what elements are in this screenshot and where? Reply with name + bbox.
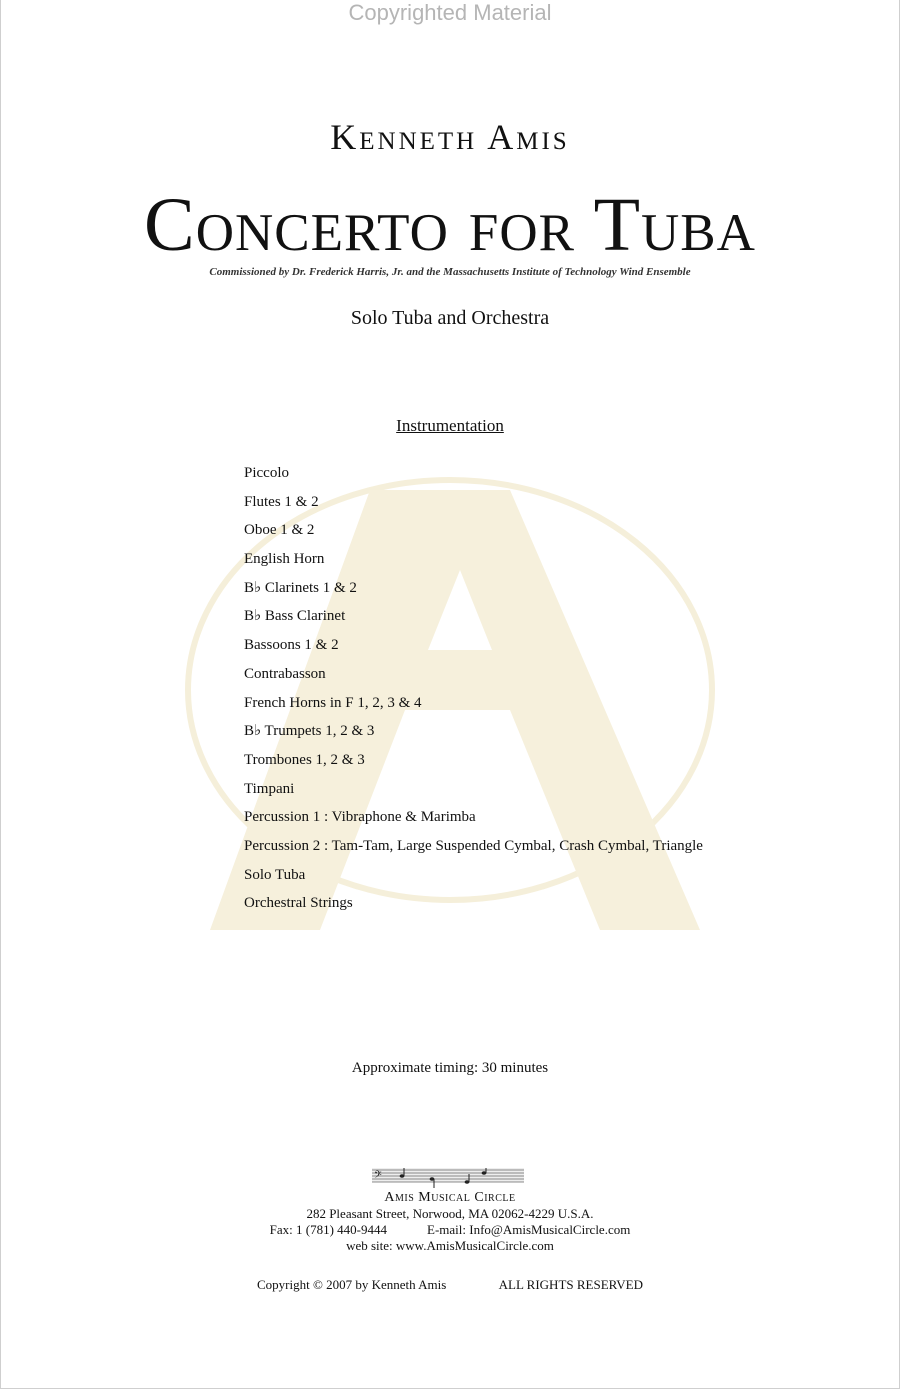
instrument-item: English Horn: [244, 551, 325, 568]
instrument-list: [244, 461, 703, 920]
commission-note: Commissioned by Dr. Frederick Harris, Jr. and the Massachusetts Institute of Technology Wind Ensemble: [209, 266, 691, 278]
music-staff-logo-icon: [372, 1168, 524, 1190]
instrument-item: Solo Tuba: [244, 866, 306, 883]
copyright-watermark: Copyrighted Material: [348, 0, 552, 25]
rights-reserved: ALL RIGHTS RESERVED: [498, 1277, 643, 1292]
instrument-item: B♭ Bass Clarinet: [244, 608, 346, 625]
instrument-item: Piccolo: [244, 465, 289, 481]
instrument-item: Percussion 1 : Vibraphone & Marimba: [244, 809, 476, 826]
instrument-item: Timpani: [244, 780, 295, 797]
instrument-item: Bassoons 1 & 2: [244, 637, 339, 654]
composer-name: Kenneth Amis: [330, 117, 570, 157]
publisher-address: 282 Pleasant Street, Norwood, MA 02062-4229 U.S.A.: [306, 1206, 594, 1221]
instrument-item: Oboe 1 & 2: [244, 522, 315, 539]
approximate-timing: Approximate timing: 30 minutes: [351, 1060, 549, 1076]
instrument-item: Flutes 1 & 2: [244, 493, 319, 510]
instrument-item: B♭ Clarinets 1 & 2: [244, 579, 357, 596]
instrument-item: Contrabasson: [244, 665, 326, 682]
instrument-item: French Horns in F 1, 2, 3 & 4: [244, 694, 422, 711]
publisher-fax: Fax: 1 (781) 440-9444: [269, 1222, 388, 1237]
svg-text:𝄢: 𝄢: [374, 1169, 382, 1183]
publisher-block: [0, 1190, 900, 1254]
publisher-contact-line: [0, 1222, 900, 1238]
publisher-name: Amis Musical Circle: [384, 1190, 516, 1205]
instrument-item: Orchestral Strings: [244, 895, 353, 912]
instrument-item: Trombones 1, 2 & 3: [244, 751, 365, 768]
instrument-item: B♭ Trumpets 1, 2 & 3: [244, 723, 375, 740]
publisher-website: web site: www.AmisMusicalCircle.com: [346, 1238, 554, 1253]
instrumentation-heading: Instrumentation: [396, 416, 504, 435]
copyright-notice: Copyright © 2007 by Kenneth Amis: [257, 1277, 447, 1292]
work-title: Concerto for Tuba: [144, 183, 756, 267]
copyright-line: [257, 1277, 643, 1293]
scoring-subtitle: Solo Tuba and Orchestra: [350, 307, 550, 329]
publisher-email: E-mail: Info@AmisMusicalCircle.com: [427, 1222, 631, 1237]
instrument-item: Percussion 2 : Tam-Tam, Large Suspended Cymbal, Crash Cymbal, Triangle: [244, 837, 703, 854]
